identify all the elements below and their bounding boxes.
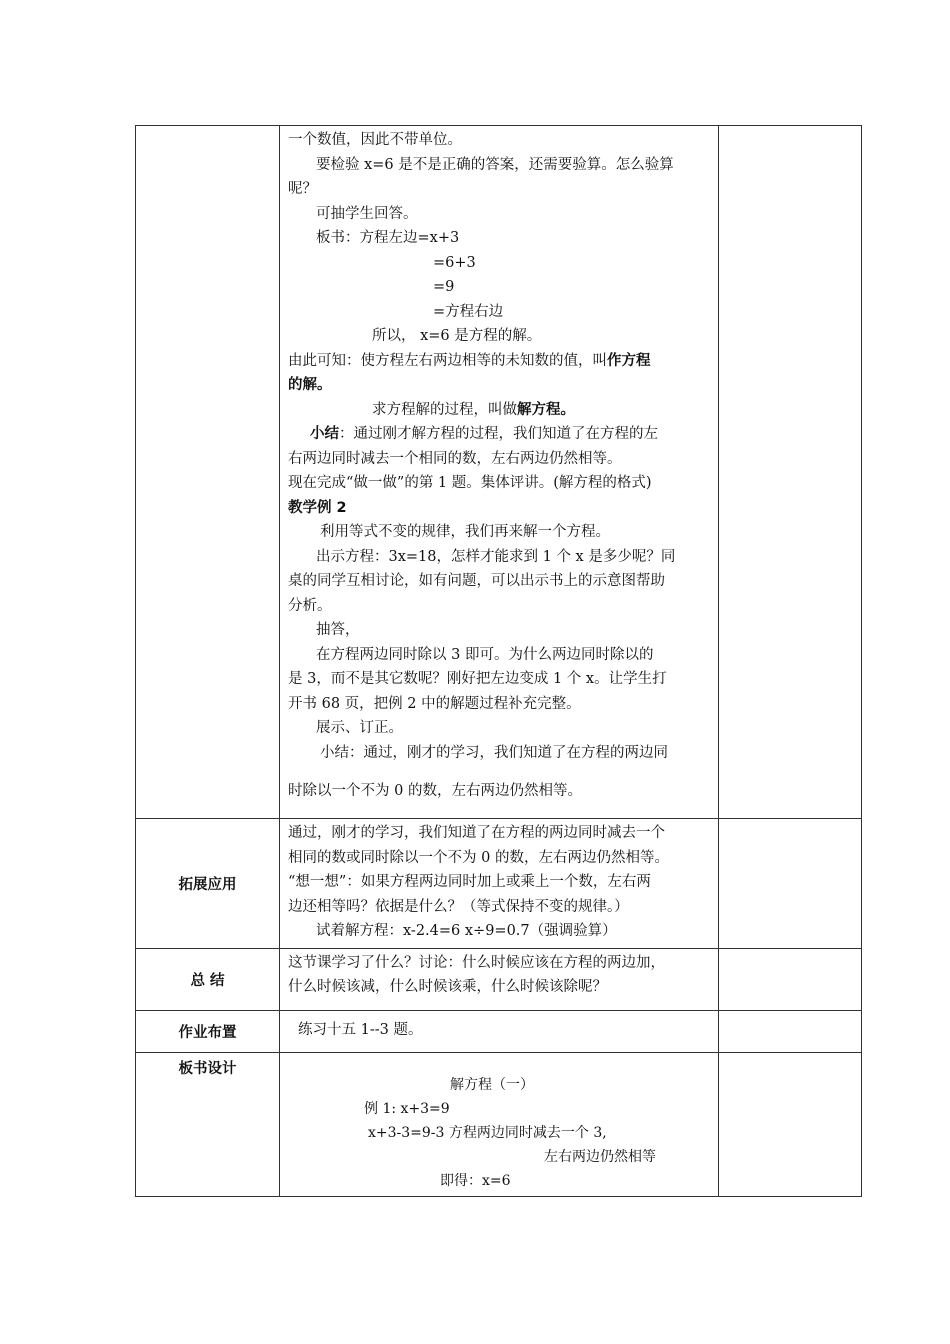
teaching-process-content (280, 126, 719, 819)
summary-content (280, 948, 719, 1010)
text-line: 出示方程：3x=18，怎样才能求到 1 个 x 是多少呢？同 (316, 548, 676, 565)
lesson-plan-table (135, 125, 862, 1197)
text-line: 现在完成“做一做”的第 1 题。集体评讲。(解方程的格式) (288, 475, 652, 491)
text-line: 练习十五 1--3 题。 (298, 1021, 423, 1038)
equation-line: =方程右边 (433, 303, 504, 320)
board-design-row (136, 1052, 862, 1196)
text-line: 呢？ (288, 181, 317, 197)
definition-line (288, 349, 713, 374)
text-line: 要检验 x=6 是不是正确的答案，还需要验算。怎么验算 (316, 156, 674, 173)
definition-bold: 的解。 (288, 377, 332, 393)
equation-line: =6+3 (433, 254, 476, 271)
board-title: 解方程（一） (450, 1076, 534, 1093)
definition-bold: 解方程。 (517, 401, 575, 418)
definition-text: 求方程解的过程，叫做 (372, 401, 517, 418)
summary-row (136, 948, 862, 1010)
text-line: 相同的数或同时除以一个不为 0 的数，左右两边仍然相等。 (288, 849, 669, 866)
text-line: 什么时候该减，什么时候该乘，什么时候该除呢？ (288, 979, 607, 995)
summary-line (288, 422, 713, 447)
text-line: 开书 68 页，把例 2 中的解题过程补充完整。 (288, 695, 581, 712)
summary-bold: 小结 (310, 426, 339, 442)
definition-line (288, 373, 713, 398)
row-label: 总 结 (136, 948, 280, 1010)
definition-text: 由此可知：使方程左右两边相等的未知数的值，叫 (288, 352, 607, 369)
text-line: 桌的同学互相讨论，如有问题，可以出示书上的示意图帮助 (288, 573, 665, 589)
board-step: x+3-3=9-3 方程两边同时减去一个 3, (368, 1124, 607, 1141)
row-label-empty (136, 126, 280, 819)
definition-line (288, 398, 713, 423)
text-line: 时除以一个不为 0 的数，左右两边仍然相等。 (288, 783, 582, 799)
text-line: 试着解方程：x-2.4=6 x÷9=0.7（强调验算） (316, 923, 617, 939)
text-line: 在方程两边同时除以 3 即可。为什么两边同时除以的 (316, 646, 654, 663)
text-line: 边还相等吗？依据是什么？（等式保持不变的规律。） (288, 898, 629, 915)
teaching-process-row (136, 126, 862, 819)
board-example: 例 1: x+3=9 (364, 1100, 450, 1117)
board-note: 左右两边仍然相等 (544, 1148, 656, 1165)
row-label: 拓展应用 (136, 819, 280, 949)
notes-cell (719, 819, 862, 949)
extend-row (136, 819, 862, 949)
text-line: 所以， x=6 是方程的解。 (372, 328, 542, 344)
board-result: 即得：x=6 (440, 1172, 511, 1189)
homework-content (280, 1010, 719, 1052)
board-design-content (280, 1052, 719, 1196)
text-line: “想一想”：如果方程两边同时加上或乘上一个数，左右两 (288, 874, 651, 890)
notes-cell (719, 948, 862, 1010)
text-line: 利用等式不变的规律，我们再来解一个方程。 (320, 524, 610, 540)
text-line: 小结：通过，刚才的学习，我们知道了在方程的两边同 (320, 744, 668, 761)
text-line: 可抽学生回答。 (316, 205, 418, 222)
notes-cell (719, 1052, 862, 1196)
row-label: 作业布置 (136, 1010, 280, 1052)
example-title: 教学例 2 (288, 499, 347, 516)
homework-row (136, 1010, 862, 1052)
definition-bold: 作方程 (607, 352, 651, 369)
text-line: 一个数值，因此不带单位。 (288, 132, 462, 148)
summary-text: ：通过刚才解方程的过程，我们知道了在方程的左 (339, 426, 658, 442)
row-label: 板书设计 (136, 1052, 280, 1196)
text-line: 是 3，而不是其它数呢？刚好把左边变成 1 个 x。让学生打 (288, 671, 667, 687)
text-line: 展示、订正。 (316, 720, 403, 736)
text-line: 抽答， (316, 622, 360, 638)
summary-line: 右两边同时减去一个相同的数，左右两边仍然相等。 (288, 450, 622, 467)
extend-content (280, 819, 719, 949)
notes-cell (719, 1010, 862, 1052)
notes-cell (719, 126, 862, 819)
text-line: 通过，刚才的学习，我们知道了在方程的两边同时减去一个 (288, 825, 665, 841)
equation-line: =9 (433, 279, 455, 295)
text-line: 分析。 (288, 597, 332, 614)
text-line: 板书：方程左边=x+3 (316, 230, 460, 246)
text-line: 这节课学习了什么？讨论：什么时候应该在方程的两边加， (288, 954, 665, 971)
